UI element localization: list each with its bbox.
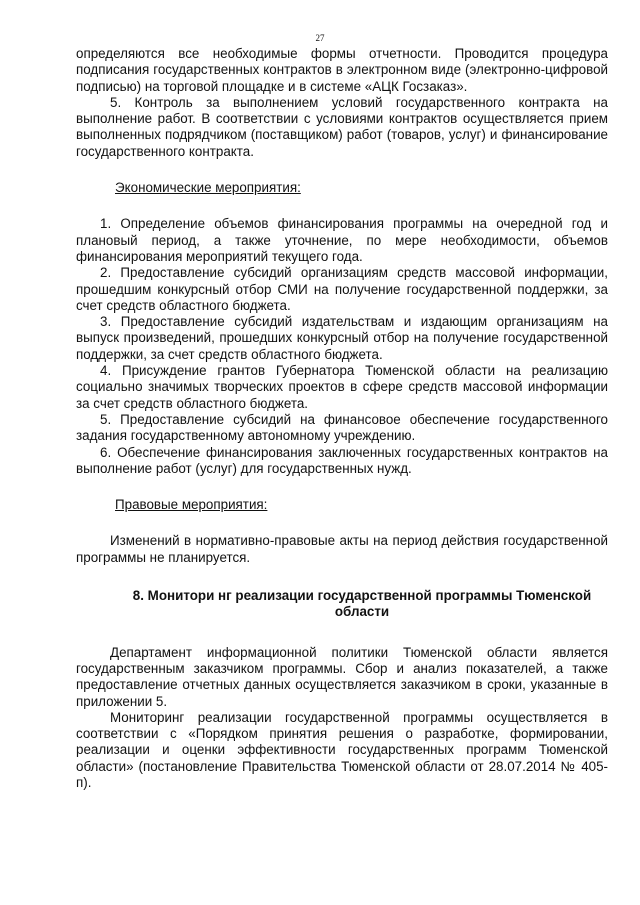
economic-item-6: 6. Обеспечение финансирования заключенных государственных контрактов на выполнение работ (услуг) для государственных нужд. xyxy=(76,444,608,476)
page-number: 27 xyxy=(315,33,325,43)
section-8-title: 8. Монитори нг реализации государственной программы Тюменской области xyxy=(132,588,592,620)
economic-item-3: 3. Предоставление субсидий издательствам и издающим организациям на выпуск произведений, прошедших конкурсный отбор на получение государственной поддержки, за счет средств областного бюджета. xyxy=(76,314,608,362)
paragraph-contract-control: 5. Контроль за выполнением условий государственного контракта на выполнение работ. В соответствии с условиями контрактов осуществляется прием выполненных подрядчиком (поставщиком) работ (товаров, услуг) и финансирование государственного контракта. xyxy=(76,94,608,159)
document-body xyxy=(76,46,608,791)
monitoring-paragraph-2: Мониторинг реализации государственной программы осуществляется в соответствии с «Порядком принятия решения о разработке, формировании, реализации и оценки эффективности государственных программ Тюменской области» (постановление Правительства Тюменской области от 28.07.2014 № 405-п). xyxy=(76,709,608,790)
legal-measures-heading: Правовые мероприятия: xyxy=(115,497,268,513)
economic-item-5: 5. Предоставление субсидий на финансовое обеспечение государственного задания государственному автономному учреждению. xyxy=(76,411,608,444)
economic-item-1: 1. Определение объемов финансирования программы на очередной год и плановый период, а также уточнение, по мере необходимости, объемов финансирования мероприятий текущего года. xyxy=(76,216,608,264)
legal-measures-text: Изменений в нормативно-правовые акты на период действия государственной программы не планируется. xyxy=(76,533,608,565)
economic-item-4: 4. Присуждение грантов Губернатора Тюменской области на реализацию социально значимых творческих проектов в сфере средств массовой информации за счет средств областного бюджета. xyxy=(76,363,608,411)
economic-measures-heading: Экономические мероприятия: xyxy=(115,180,301,196)
monitoring-paragraph-1: Департамент информационной политики Тюменской области является государственным заказчиком программы. Сбор и анализ показателей, а также предоставление отчетных данных осуществляется заказчиком в сроки, указанные в приложении 5. xyxy=(76,644,608,709)
economic-item-2: 2. Предоставление субсидий организациям средств массовой информации, прошедшим конкурсный отбор СМИ на получение государственной поддержки, за счет средств областного бюджета. xyxy=(76,265,608,313)
paragraph-procedure: определяются все необходимые формы отчетности. Проводится процедура подписания государственных контрактов в электронном виде (электронно-цифровой подписью) на торговой площадке и в системе «АЦК Госзаказ». xyxy=(76,46,608,94)
